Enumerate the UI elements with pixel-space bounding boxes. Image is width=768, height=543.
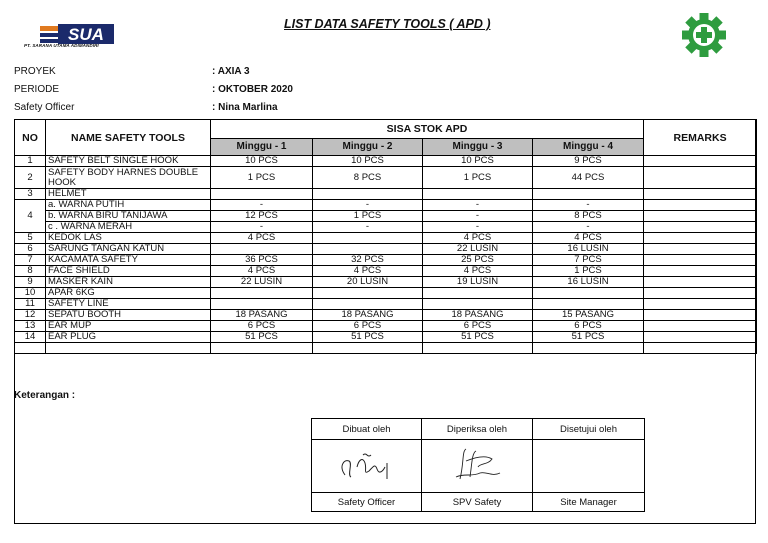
row-week-4: 44 PCS xyxy=(533,167,644,189)
row-tool-name: HELMET xyxy=(46,189,211,200)
table-row xyxy=(15,299,757,310)
row-week-2: 8 PCS xyxy=(313,167,423,189)
row-week-4 xyxy=(533,189,644,200)
row-week-2: 32 PCS xyxy=(313,255,423,266)
row-week-2: - xyxy=(313,222,423,233)
row-tool-name xyxy=(46,343,211,354)
row-no: 2 xyxy=(15,167,46,189)
row-week-3: 25 PCS xyxy=(423,255,533,266)
row-week-1 xyxy=(211,288,313,299)
row-week-2 xyxy=(313,244,423,255)
row-remarks xyxy=(644,244,757,255)
row-tool-name: EAR PLUG xyxy=(46,332,211,343)
info-value: : OKTOBER 2020 xyxy=(212,84,293,95)
row-week-2 xyxy=(313,189,423,200)
row-week-3: 10 PCS xyxy=(423,156,533,167)
info-label: PERIODE xyxy=(14,84,60,95)
row-week-1: 1 PCS xyxy=(211,167,313,189)
table-row xyxy=(15,332,757,343)
row-no: 3 xyxy=(15,189,46,200)
row-week-1: 10 PCS xyxy=(211,156,313,167)
row-tool-name: c . WARNA MERAH xyxy=(46,222,211,233)
table-row-empty xyxy=(15,343,757,354)
info-value: : Nina Marlina xyxy=(212,102,278,113)
row-remarks xyxy=(644,310,757,321)
row-week-4: 1 PCS xyxy=(533,266,644,277)
row-week-3: 4 PCS xyxy=(423,266,533,277)
row-tool-name: KACAMATA SAFETY xyxy=(46,255,211,266)
info-value: : AXIA 3 xyxy=(212,66,250,77)
row-no: 7 xyxy=(15,255,46,266)
row-week-2: - xyxy=(313,200,423,211)
table-row xyxy=(15,277,757,288)
table-row xyxy=(15,310,757,321)
row-week-2: 6 PCS xyxy=(313,321,423,332)
row-no: 14 xyxy=(15,332,46,343)
row-no: 4 xyxy=(15,200,46,233)
row-week-1 xyxy=(211,189,313,200)
row-tool-name: SEPATU BOOTH xyxy=(46,310,211,321)
row-week-1: 18 PASANG xyxy=(211,310,313,321)
sign-head-checked-by: Diperiksa oleh xyxy=(422,419,533,440)
row-tool-name: b. WARNA BIRU TANIJAWA xyxy=(46,211,211,222)
row-remarks xyxy=(644,189,757,200)
header-no: NO xyxy=(15,120,46,156)
row-week-4: 9 PCS xyxy=(533,156,644,167)
row-remarks xyxy=(644,299,757,310)
row-week-1: 6 PCS xyxy=(211,321,313,332)
table-row xyxy=(15,255,757,266)
header-remarks: REMARKS xyxy=(644,120,757,156)
row-week-3: 22 LUSIN xyxy=(423,244,533,255)
row-week-2 xyxy=(313,343,423,354)
row-week-3 xyxy=(423,343,533,354)
row-no: 12 xyxy=(15,310,46,321)
table-row xyxy=(15,167,757,189)
row-tool-name: SAFETY LINE xyxy=(46,299,211,310)
row-week-1: 36 PCS xyxy=(211,255,313,266)
header-sisa-stok: SISA STOK APD xyxy=(211,120,644,139)
row-week-1: 4 PCS xyxy=(211,266,313,277)
row-remarks xyxy=(644,222,757,233)
row-week-4: 8 PCS xyxy=(533,211,644,222)
company-logo xyxy=(24,22,124,52)
sign-role-spv-safety: SPV Safety xyxy=(422,493,533,512)
row-week-4 xyxy=(533,343,644,354)
row-no: 5 xyxy=(15,233,46,244)
sign-head-made-by: Dibuat oleh xyxy=(312,419,422,440)
safety-cross-icon xyxy=(676,12,732,58)
row-week-1: - xyxy=(211,222,313,233)
sign-role-site-manager: Site Manager xyxy=(533,493,645,512)
row-week-1: 12 PCS xyxy=(211,211,313,222)
row-week-4: 16 LUSIN xyxy=(533,244,644,255)
row-week-3: 51 PCS xyxy=(423,332,533,343)
row-week-2: 18 PASANG xyxy=(313,310,423,321)
row-week-4 xyxy=(533,288,644,299)
row-week-3 xyxy=(423,288,533,299)
row-week-4: 7 PCS xyxy=(533,255,644,266)
row-remarks xyxy=(644,167,757,189)
row-week-4: - xyxy=(533,200,644,211)
sua-logo-mark xyxy=(40,24,114,44)
row-week-4 xyxy=(533,299,644,310)
row-week-3: 18 PASANG xyxy=(423,310,533,321)
row-week-3: 19 LUSIN xyxy=(423,277,533,288)
row-week-3: 6 PCS xyxy=(423,321,533,332)
row-week-1: 4 PCS xyxy=(211,233,313,244)
row-week-4: 6 PCS xyxy=(533,321,644,332)
table-row xyxy=(15,189,757,200)
row-remarks xyxy=(644,200,757,211)
row-no: 9 xyxy=(15,277,46,288)
row-remarks xyxy=(644,211,757,222)
logo-text: SUA xyxy=(68,25,104,44)
row-week-2 xyxy=(313,233,423,244)
row-week-4: 16 LUSIN xyxy=(533,277,644,288)
row-week-2: 10 PCS xyxy=(313,156,423,167)
header-name: NAME SAFETY TOOLS xyxy=(46,120,211,156)
row-remarks xyxy=(644,332,757,343)
row-no: 8 xyxy=(15,266,46,277)
row-week-2: 4 PCS xyxy=(313,266,423,277)
row-remarks xyxy=(644,288,757,299)
row-week-1 xyxy=(211,299,313,310)
row-week-3: 1 PCS xyxy=(423,167,533,189)
company-name: PT. SARANA UTAMA ADIMANDIRI xyxy=(24,43,99,48)
row-tool-name: a. WARNA PUTIH xyxy=(46,200,211,211)
apd-table-body xyxy=(15,156,757,354)
row-remarks xyxy=(644,156,757,167)
row-tool-name: MASKER KAIN xyxy=(46,277,211,288)
row-week-2: 1 PCS xyxy=(313,211,423,222)
table-row xyxy=(15,288,757,299)
table-row xyxy=(15,321,757,332)
handwritten-signature xyxy=(337,445,397,485)
signature-table xyxy=(311,418,645,512)
apd-table xyxy=(14,119,757,354)
row-week-4: - xyxy=(533,222,644,233)
row-week-3: - xyxy=(423,222,533,233)
row-week-1 xyxy=(211,244,313,255)
table-row xyxy=(15,211,757,222)
row-tool-name: KEDOK LAS xyxy=(46,233,211,244)
row-no: 10 xyxy=(15,288,46,299)
row-tool-name: SARUNG TANGAN KATUN xyxy=(46,244,211,255)
row-week-1: 22 LUSIN xyxy=(211,277,313,288)
sign-role-safety-officer: Safety Officer xyxy=(312,493,422,512)
keterangan-label: Keterangan : xyxy=(14,390,76,401)
row-tool-name: SAFETY BELT SINGLE HOOK xyxy=(46,156,211,167)
row-week-4: 15 PASANG xyxy=(533,310,644,321)
header-week-4: Minggu - 4 xyxy=(533,139,644,156)
signature-site-manager xyxy=(533,440,645,493)
row-no: 13 xyxy=(15,321,46,332)
row-no xyxy=(15,343,46,354)
table-row xyxy=(15,244,757,255)
row-week-4: 4 PCS xyxy=(533,233,644,244)
document-title: LIST DATA SAFETY TOOLS ( APD ) xyxy=(284,17,491,31)
row-week-4: 51 PCS xyxy=(533,332,644,343)
row-week-1: 51 PCS xyxy=(211,332,313,343)
row-week-2: 51 PCS xyxy=(313,332,423,343)
handwritten-signature xyxy=(442,443,512,487)
table-row xyxy=(15,266,757,277)
row-no: 1 xyxy=(15,156,46,167)
row-week-2 xyxy=(313,299,423,310)
signature-spv-safety xyxy=(422,440,533,493)
row-remarks xyxy=(644,255,757,266)
row-tool-name: APAR 6KG xyxy=(46,288,211,299)
row-week-3 xyxy=(423,189,533,200)
row-remarks xyxy=(644,321,757,332)
row-week-3: 4 PCS xyxy=(423,233,533,244)
row-week-2: 20 LUSIN xyxy=(313,277,423,288)
table-row xyxy=(15,200,757,211)
table-row xyxy=(15,156,757,167)
info-label: Safety Officer xyxy=(14,102,75,113)
row-week-2 xyxy=(313,288,423,299)
row-week-3: - xyxy=(423,200,533,211)
row-tool-name: EAR MUP xyxy=(46,321,211,332)
row-tool-name: FACE SHIELD xyxy=(46,266,211,277)
signature-safety-officer xyxy=(312,440,422,493)
row-remarks xyxy=(644,277,757,288)
header-week-1: Minggu - 1 xyxy=(211,139,313,156)
table-row xyxy=(15,222,757,233)
header-week-2: Minggu - 2 xyxy=(313,139,423,156)
table-row xyxy=(15,233,757,244)
row-no: 6 xyxy=(15,244,46,255)
row-remarks xyxy=(644,343,757,354)
row-week-3: - xyxy=(423,211,533,222)
row-week-1: - xyxy=(211,200,313,211)
row-remarks xyxy=(644,233,757,244)
sign-head-approved-by: Disetujui oleh xyxy=(533,419,645,440)
row-no: 11 xyxy=(15,299,46,310)
header-week-3: Minggu - 3 xyxy=(423,139,533,156)
row-week-3 xyxy=(423,299,533,310)
row-tool-name: SAFETY BODY HARNES DOUBLE HOOK xyxy=(46,167,211,189)
row-week-1 xyxy=(211,343,313,354)
row-remarks xyxy=(644,266,757,277)
info-label: PROYEK xyxy=(14,66,56,77)
